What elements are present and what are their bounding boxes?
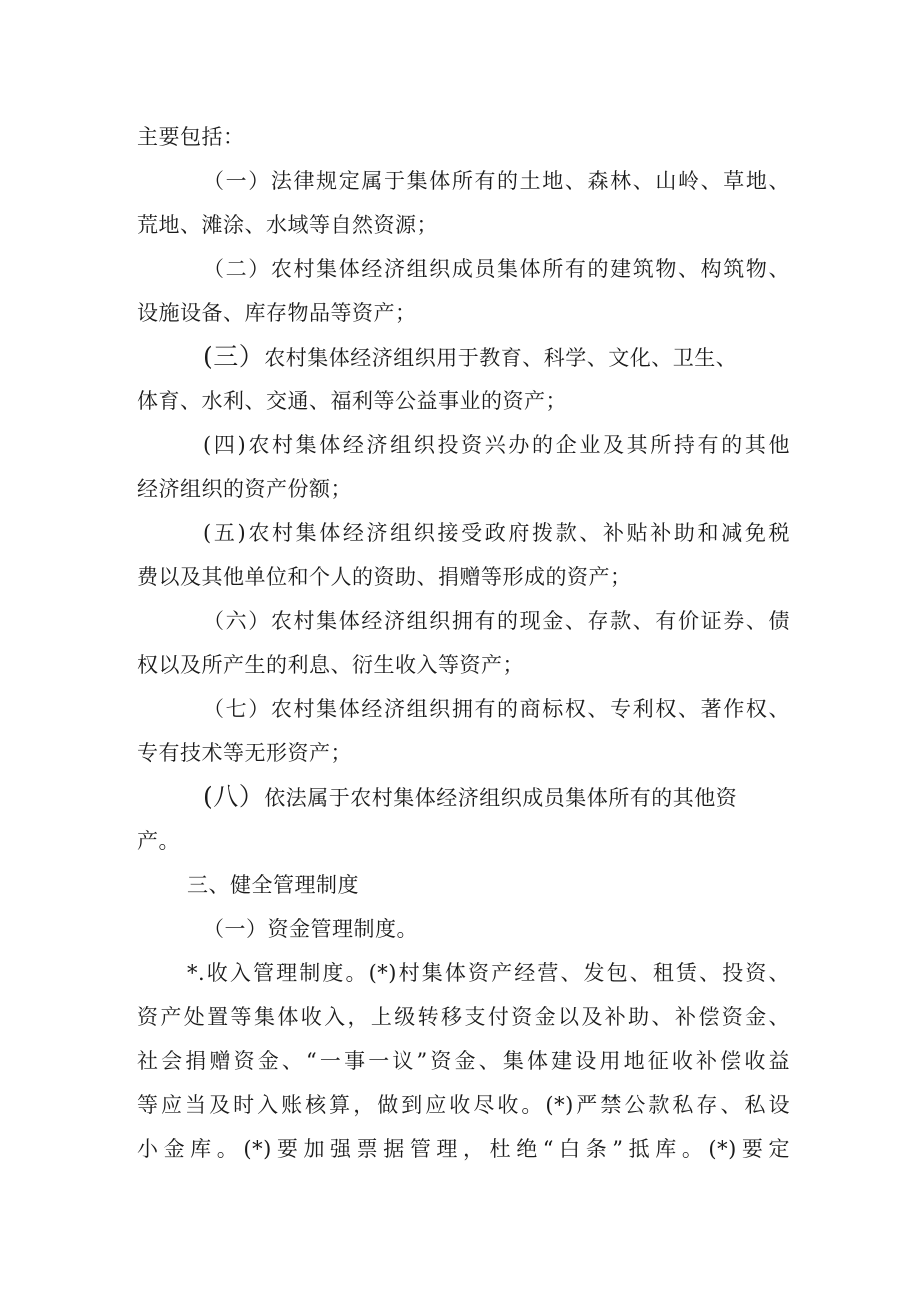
section-heading: 三、健全管理制度: [187, 873, 359, 897]
text-line: *.收入管理制度。(*)村集体资产经营、发包、租赁、投资、: [187, 961, 790, 985]
text-line: 资产处置等集体收入，上级转移支付资金以及补助、补偿资金、: [137, 1005, 790, 1029]
document-page: [137, 115, 790, 1171]
text-line: [137, 335, 790, 379]
text-line: （七）农村集体经济组织拥有的商标权、专利权、著作权、: [203, 697, 790, 721]
text-line: [137, 775, 790, 819]
text-line: （一）法律规定属于集体所有的土地、森林、山岭、草地、: [203, 169, 790, 193]
text-line: (四)农村集体经济组织投资兴办的企业及其所持有的其他: [203, 433, 790, 457]
text-line: 主要包括：: [137, 125, 245, 149]
text-line: （二）农村集体经济组织成员集体所有的建筑物、构筑物、: [203, 257, 790, 281]
text-line: 产。: [137, 829, 180, 853]
text-line: 荒地、滩涂、水域等自然资源；: [137, 213, 438, 237]
item-text: 农村集体经济组织用于教育、科学、文化、卫生、: [264, 346, 738, 370]
text-line: 设施设备、库存物品等资产；: [137, 301, 417, 325]
text-line: （六）农村集体经济组织拥有的现金、存款、有价证券、债: [203, 609, 790, 633]
item-label: (三）: [203, 342, 265, 371]
item-label: (八）: [203, 782, 265, 811]
item-text: 依法属于农村集体经济组织成员集体所有的其他资: [264, 786, 738, 810]
text-line: 社会捐赠资金、“一事一议”资金、集体建设用地征收补偿收益: [137, 1049, 790, 1073]
text-line: 体育、水利、交通、福利等公益事业的资产；: [137, 389, 567, 413]
subsection-heading: （一）资金管理制度。: [203, 917, 418, 941]
text-line: (五)农村集体经济组织接受政府拨款、补贴补助和减免税: [203, 521, 790, 545]
text-line: 等应当及时入账核算，做到应收尽收。(*)严禁公款私存、私设: [137, 1093, 790, 1117]
text-line: 经济组织的资产份额；: [137, 477, 352, 501]
text-line: 费以及其他单位和个人的资助、捐赠等形成的资产；: [137, 565, 632, 589]
text-line: 专有技术等无形资产；: [137, 741, 352, 765]
text-line: 权以及所产生的利息、衍生收入等资产；: [137, 653, 524, 677]
text-line: 小金库。(*)要加强票据管理，杜绝“白条”抵库。(*)要定: [137, 1137, 790, 1161]
